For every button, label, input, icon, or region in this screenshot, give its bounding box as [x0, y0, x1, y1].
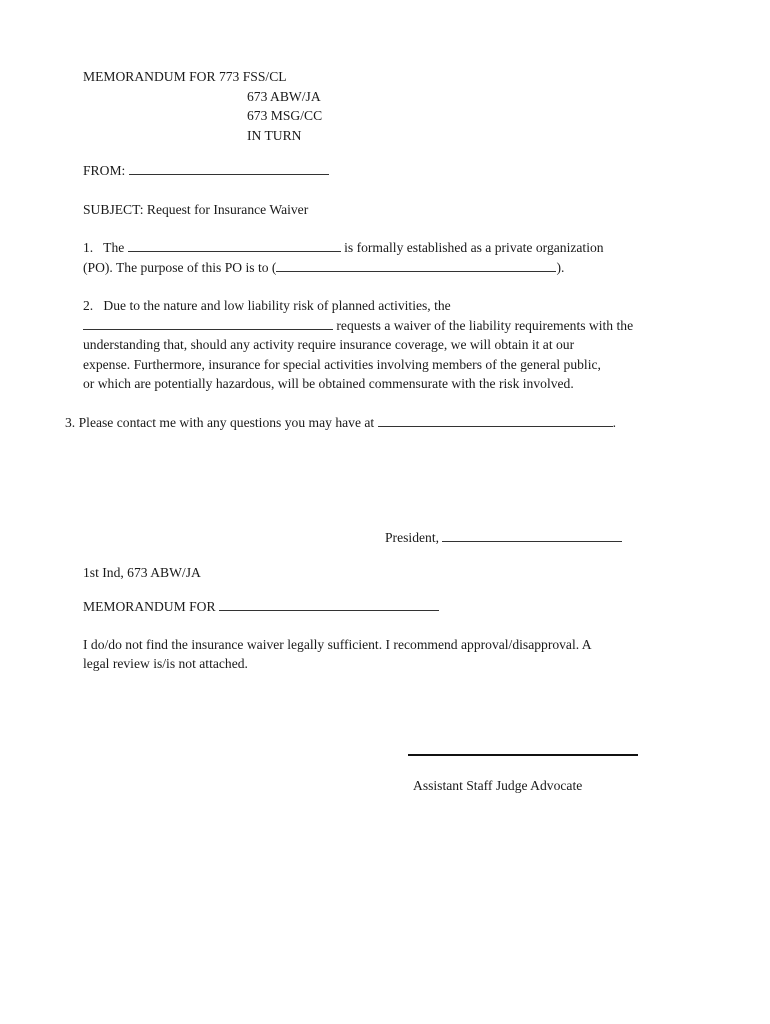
indorsement-memo-for-label: MEMORANDUM FOR [83, 599, 219, 614]
subject-line: SUBJECT: Request for Insurance Waiver [83, 202, 309, 217]
para2-line1 [83, 296, 451, 316]
para1-number: 1. [83, 240, 94, 255]
para1-line1 [83, 238, 604, 258]
indorsement-recipient-blank[interactable] [219, 597, 439, 611]
contact-blank[interactable] [378, 413, 613, 427]
organization-blank[interactable] [83, 316, 333, 330]
para2-line1-text: Due to the nature and low liability risk of planned activities, the [103, 298, 451, 313]
para1-line2-prefix: (PO). The purpose of this PO is to ( [83, 260, 277, 275]
president-label: President, [385, 530, 443, 545]
para1-suffix: is formally established as a private organization [340, 240, 604, 255]
para2-line5: or which are potentially hazardous, will be obtained commensurate with the risk involved. [83, 376, 574, 391]
indorsement-text-line2: legal review is/is not attached. [83, 656, 248, 671]
para1-line2-suffix: ). [556, 260, 565, 275]
recipient-line: 673 ABW/JA [247, 89, 321, 104]
indorsement-text-line1: I do/do not find the insurance waiver legally sufficient. I recommend approval/disapproval. A [83, 637, 592, 652]
memo-for-heading: MEMORANDUM FOR 773 FSS/CL [83, 69, 287, 84]
para1-prefix: The [103, 240, 128, 255]
para3-suffix: . [612, 415, 616, 430]
president-name-blank[interactable] [442, 528, 622, 542]
indorsement-title: 1st Ind, 673 ABW/JA [83, 565, 201, 580]
signature-line[interactable] [408, 754, 638, 756]
signature-title: Assistant Staff Judge Advocate [413, 778, 583, 793]
from-line [83, 161, 329, 181]
recipient-line: 673 MSG/CC [247, 108, 323, 123]
purpose-blank[interactable] [276, 258, 556, 272]
president-line [385, 528, 622, 548]
para2-line4: expense. Furthermore, insurance for special activities involving members of the general public, [83, 357, 601, 372]
recipient-line: IN TURN [247, 128, 302, 143]
from-blank[interactable] [129, 161, 329, 175]
from-label: FROM: [83, 163, 129, 178]
para2-number: 2. [83, 298, 94, 313]
para3-line [65, 413, 616, 433]
para2-line3: understanding that, should any activity require insurance coverage, we will obtain it at our [83, 337, 575, 352]
para1-line2 [83, 258, 564, 278]
organization-name-blank[interactable] [128, 238, 341, 252]
para2-line2 [83, 316, 633, 336]
para3-number: 3. [65, 415, 76, 430]
para3-text: Please contact me with any questions you may have at [78, 415, 378, 430]
para2-line2-text: requests a waiver of the liability requirements with the [333, 318, 634, 333]
indorsement-memo-for [83, 597, 439, 617]
